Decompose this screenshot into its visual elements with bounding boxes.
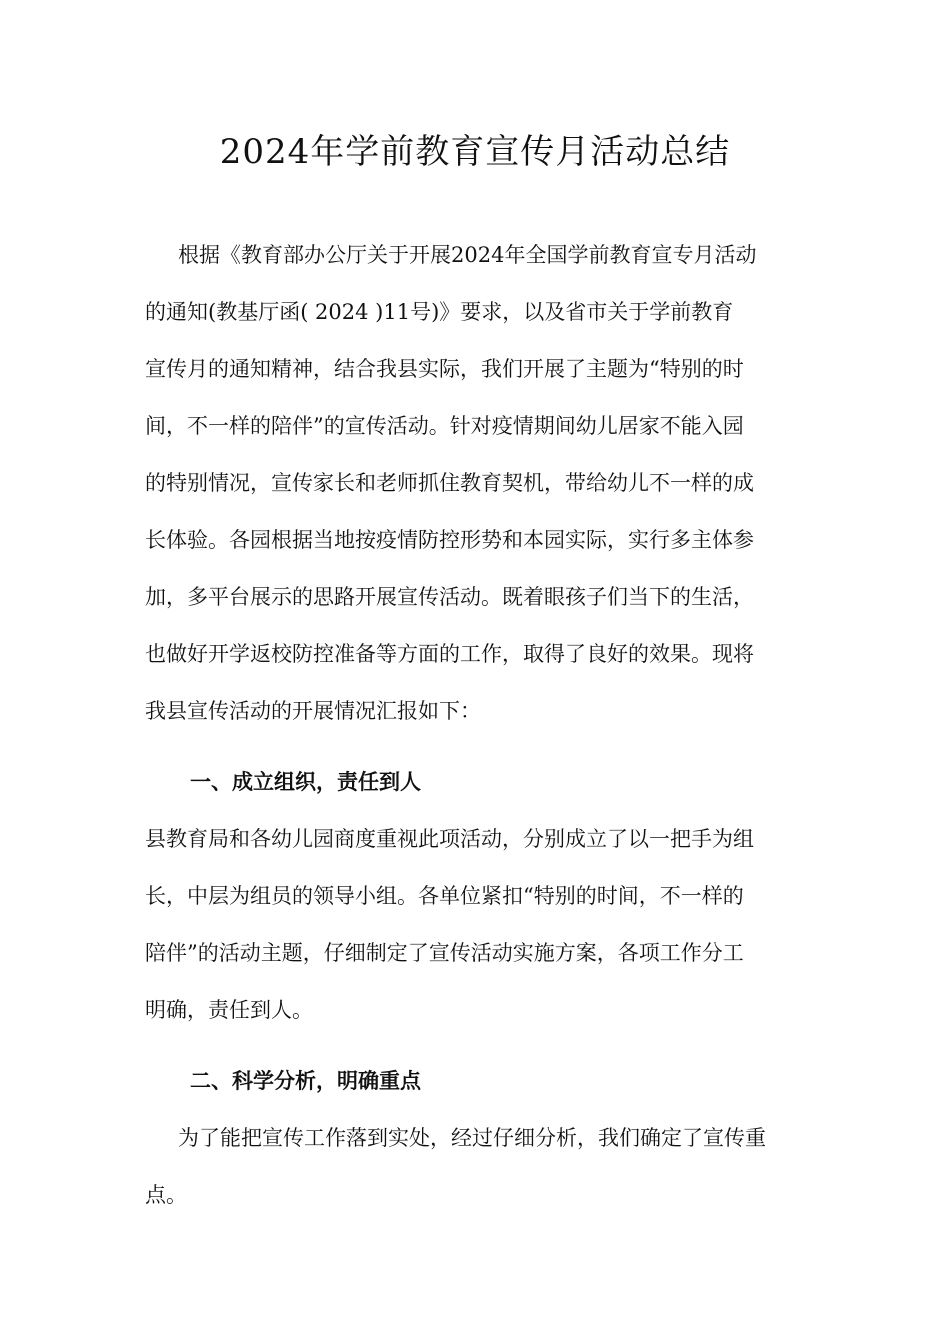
section-1-line-4: 明确，责任到人。 bbox=[145, 998, 313, 1022]
section-1-line-1: 县教育局和各幼儿园商度重视此项活动，分别成立了以一把手为组 bbox=[145, 827, 754, 851]
intro-line-1: 根据《教育部办公厅关于开展2024年全国学前教育宣专月活动 bbox=[178, 243, 757, 267]
section-2-line-2: 点。 bbox=[145, 1183, 187, 1207]
intro-line-7: 加，多平台展示的思路开展宣传活动。既着眼孩子们当下的生活， bbox=[145, 585, 754, 609]
intro-line-4: 间，不一样的陪伴”的宣传活动。针对疫情期间幼儿居家不能入园 bbox=[145, 414, 744, 438]
intro-line-6: 长体验。各园根据当地按疫情防控形势和本园实际，实行多主体参 bbox=[145, 528, 754, 552]
intro-line-3: 宣传月的通知精神，结合我县实际，我们开展了主题为“特别的时 bbox=[145, 357, 744, 381]
intro-line-9: 我县宣传活动的开展情况汇报如下： bbox=[145, 699, 481, 723]
document-title: 2024年学前教育宣传月活动总结 bbox=[219, 132, 731, 172]
intro-line-8: 也做好开学返校防控准备等方面的工作，取得了良好的效果。现将 bbox=[145, 642, 754, 666]
section-1-line-2: 长，中层为组员的领导小组。各单位紧扣“特别的时间，不一样的 bbox=[145, 884, 744, 908]
section-2-line-1: 为了能把宣传工作落到实处，经过仔细分析，我们确定了宣传重 bbox=[178, 1126, 766, 1150]
section-1-heading: 一、成立组织，责任到人 bbox=[190, 769, 421, 794]
intro-line-2: 的通知(教基厅函( 2024 )11号)》要求，以及省市关于学前教育 bbox=[145, 300, 734, 324]
section-2-heading: 二、科学分析，明确重点 bbox=[190, 1068, 421, 1093]
section-1-line-3: 陪伴”的活动主题，仔细制定了宣传活动实施方案，各项工作分工 bbox=[145, 941, 744, 965]
intro-line-5: 的特别情况，宣传家长和老师抓住教育契机，带给幼儿不一样的成 bbox=[145, 471, 754, 495]
